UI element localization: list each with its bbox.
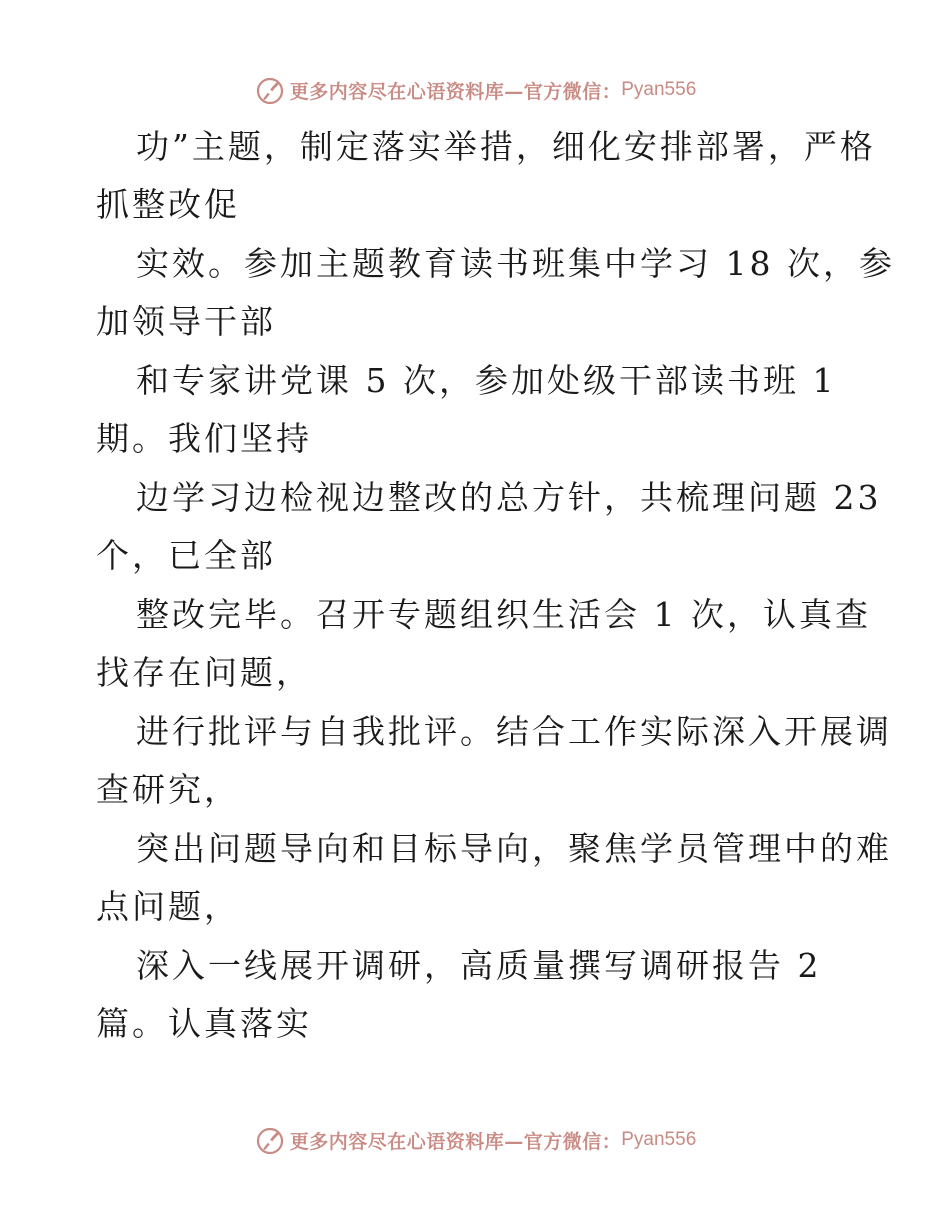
paragraph [0,118,950,235]
paragraph [0,352,950,469]
paragraph-line: 整改完毕。召开专题组织生活会 1 次，认真查 [136,595,871,634]
paragraph [0,469,950,586]
watermark-text: 更多内容尽在心语资料库—官方微信： [289,1130,622,1153]
paragraph-line: 深入一线展开调研，高质量撰写调研报告 2 [136,946,822,985]
paragraph-line: 和专家讲党课 5 次，参加处级干部读书班 1 [136,361,837,400]
paragraph [0,703,950,820]
document-body [0,118,950,1054]
paragraph [0,820,950,937]
pen-nib-circle-icon [254,1124,286,1156]
footer-watermark [0,1120,950,1160]
paragraph [0,937,950,1054]
paragraph-line: 实效。参加主题教育读书班集中学习 18 次，参 [136,244,895,283]
paragraph-line: 突出问题导向和目标导向，聚焦学员管理中的难 [136,829,892,868]
watermark-contact: Pyan556 [621,1129,697,1150]
paragraph-line: 边学习边检视边整改的总方针，共梳理问题 23 [136,478,882,517]
paragraph-line-continued: 点问题， [96,887,240,926]
paragraph-line-continued: 查研究， [96,770,240,809]
paragraph-line-continued: 篇。认真落实 [96,1004,312,1043]
paragraph-line: 进行批评与自我批评。结合工作实际深入开展调 [136,712,892,751]
paragraph-line-continued: 加领导干部 [96,302,276,341]
header-watermark [0,70,950,110]
pen-nib-circle-icon [254,74,286,106]
paragraph-line-continued: 个，已全部 [96,536,276,575]
watermark-text: 更多内容尽在心语资料库—官方微信： [289,80,622,103]
watermark-contact: Pyan556 [621,79,697,100]
paragraph-line-continued: 期。我们坚持 [96,419,312,458]
paragraph-line-continued: 抓整改促 [96,185,240,224]
paragraph-line-continued: 找存在问题， [96,653,312,692]
paragraph-line: 功”主题，制定落实举措，细化安排部署，严格 [136,127,876,166]
paragraph [0,235,950,352]
paragraph [0,586,950,703]
